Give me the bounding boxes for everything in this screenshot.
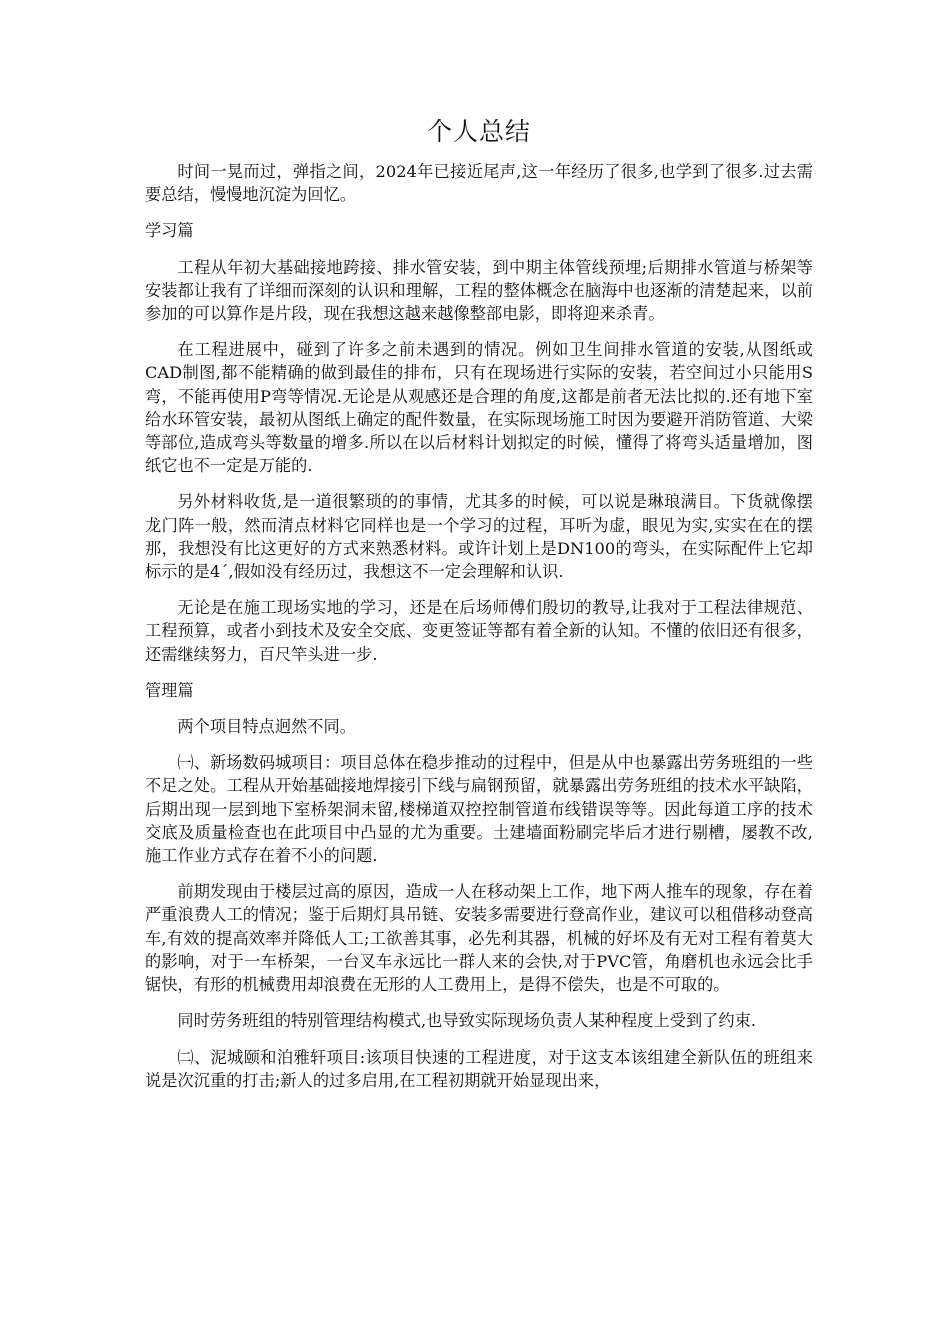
management-paragraph-2: ㈠、新场数码城项目：项目总体在稳步推动的过程中，但是从中也暴露出劳务班组的一些不足之处。工程从开始基础接地焊接引下线与扁钢预留，就暴露出劳务班组的技术水平缺陷，后期出现一层到地下室桥架洞未留,楼梯道双控控制管道布线错误等等。因此每道工序的技术交底及质量检查也在此项目中凸显的尤为重要。土建墙面粉刷完毕后才进行剔槽，屡教不改,施工作业方式存在着不小的问题.	[145, 753, 813, 866]
management-paragraph-1: 两个项目特点迥然不同。	[177, 717, 357, 737]
study-paragraph-1: 工程从年初大基础接地跨接、排水管安装，到中期主体管线预埋;后期排水管道与桥架等安装都让我有了详细而深刻的认识和理解，工程的整体概念在脑海中也逐渐的清楚起来，以前参加的可以算作是片段，现在我想这越来越像整部电影，即将迎来杀青。	[145, 257, 813, 324]
intro-paragraph: 时间一晃而过，弹指之间，2024年已接近尾声,这一年经历了很多,也学到了很多.过去需要总结，慢慢地沉淀为回忆。	[145, 162, 813, 205]
study-paragraph-3: 另外材料收货,是一道很繁琐的的事情，尤其多的时候，可以说是琳琅满目。下货就像摆龙门阵一般，然而清点材料它同样也是一个学习的过程，耳听为虚，眼见为实,实实在在的摆那，我想没有比这更好的方式来熟悉材料。或许计划上是DN100的弯头，在实际配件上它却标示的是4´,假如没有经历过，我想这不一定会理解和认识.	[145, 492, 813, 582]
study-paragraph-4: 无论是在施工现场实地的学习，还是在后场师傅们殷切的教导,让我对于工程法律规范、工程预算，或者小到技术及安全交底、变更签证等都有着全新的认知。不懂的依旧还有很多，还需继续努力，百尺竿头进一步.	[145, 598, 813, 664]
management-paragraph-4: 同时劳务班组的特别管理结构模式,也导致实际现场负责人某种程度上受到了约束.	[177, 1011, 757, 1031]
study-paragraph-2: 在工程进展中，碰到了许多之前未遇到的情况。例如卫生间排水管道的安装,从图纸或CAD制图,都不能精确的做到最佳的排布，只有在现场进行实际的安装，若空间过小只能用S弯，不能再使用P弯等情况.无论是从观感还是合理的角度,这都是前者无法比拟的.还有地下室给水环管安装，最初从图纸上确定的配件数量，在实际现场施工时因为要避开消防管道、大梁等部位,造成弯头等数量的增多.所以在以后材料计划拟定的时候，懂得了将弯头适量增加，图纸它也不一定是万能的.	[145, 340, 813, 476]
document-title: 个人总结	[426, 117, 531, 146]
document-page	[145, 112, 813, 1105]
section-heading-study: 学习篇	[145, 221, 194, 241]
management-paragraph-3: 前期发现由于楼层过高的原因，造成一人在移动架上工作，地下两人推车的现象，存在着严重浪费人工的情况；鉴于后期灯具吊链、安装多需要进行登高作业，建议可以租借移动登高车,有效的提高效率并降低人工;工欲善其事，必先利其器，机械的好坏及有无对工程有着莫大的影响，对于一车桥架，一台叉车永远比一群人来的会快,对于PVC管，角磨机也永远会比手锯快，有形的机械费用却浪费在无形的人工费用上，是得不偿失，也是不可取的。	[145, 882, 813, 995]
management-paragraph-5: ㈡、泥城颐和泊雅轩项目:该项目快速的工程进度，对于这支本该组建全新队伍的班组来说是次沉重的打击;新人的过多启用,在工程初期就开始显现出来，	[145, 1047, 813, 1090]
section-heading-management: 管理篇	[145, 680, 194, 700]
